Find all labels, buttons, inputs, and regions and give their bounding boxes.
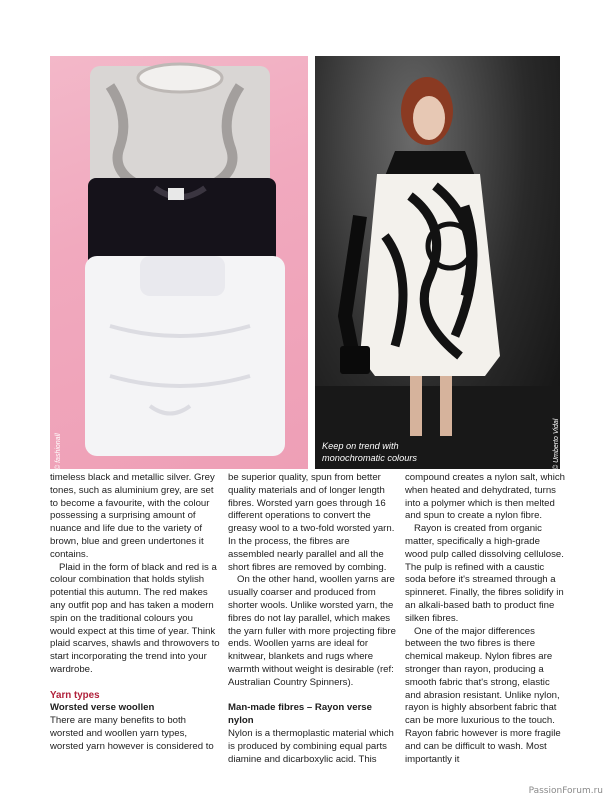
col3-paragraph-1: compound creates a nylon salt, which when heated and dehydrated, turns into a polymer which is then melted and spun to create a nylon fibre. <box>405 472 565 522</box>
text-column-1 <box>50 472 220 754</box>
model-leg-right <box>440 376 452 436</box>
col1-paragraph-1: timeless black and metallic silver. Grey tones, such as aluminium grey, are set to become a favourite, with the colour possessing a surprising amount of nuance and life due to the variety of brown, blue and green undertones it contains. <box>50 472 215 560</box>
col2-paragraph-3: Nylon is a thermoplastic material which is produced by combining equal parts diamine and dicarboxylic acid. This <box>228 727 394 765</box>
runway-illustration <box>315 56 560 469</box>
sweaters-illustration <box>50 56 308 469</box>
col1-paragraph-3: There are many benefits to both worsted and woollen yarn types, worsted yarn however is considered to <box>50 715 214 752</box>
subheading-man-made-label: Man-made fibres – <box>228 702 315 714</box>
runway-photo <box>315 56 560 469</box>
section-heading-yarn-types: Yarn types <box>50 689 100 701</box>
black-sweater-label <box>168 188 184 200</box>
coat-collar <box>385 151 475 176</box>
photo-credit-right: © Umberto Vidal <box>553 418 560 470</box>
site-watermark: PassionForum.ru <box>528 786 603 796</box>
col3-paragraph-2: Rayon is created from organic matter, specifically a high-grade wood pulp called dissolving cellulose. The pulp is refined with a caustic soda before it's streamed through a spinneret. Finally, the fibres solidify in an alkali-based bath to product fine silken fibres. <box>405 523 564 624</box>
col1-paragraph-2: Plaid in the form of black and red is a colour combination that holds stylish potential this autumn. The red makes any outfit pop and has taken a modern spin on the traditional colours you would expect at this time of year. Think plaid scarves, shawls and throwovers to start incorporating the trend into your wardrobe. <box>50 561 220 675</box>
col2-paragraph-2: On the other hand, woollen yarns are usually coarser and produced from shorter wools. Unlike worsted yarn, the fibres do not lay parallel, which makes the yarn fuller with more projecting fibre ends. Woollen yarns are ideal for knitwear, blankets and rugs where warmth without weight is desirable (ref: Australian Country Spinners). <box>228 574 396 688</box>
photo-credit-left: © fashionall <box>55 433 62 470</box>
photo-caption: Keep on trend with monochromatic colours <box>322 441 417 463</box>
grey-sweater-collar <box>138 64 222 92</box>
model-face <box>413 96 445 140</box>
white-sweater-collar <box>140 256 225 296</box>
subheading-rayon-nylon-label: Rayon verse nylon <box>228 702 372 727</box>
subheading-man-made-fibres <box>228 702 398 728</box>
model-leg-left <box>410 376 422 436</box>
sweaters-photo <box>50 56 308 469</box>
col3-paragraph-3: One of the major differences between the two fibres is there chemical makeup. Nylon fibres are stronger than rayon, producing a smooth fabric that's strong, elastic and abrasion resistant. Unlike nylon, rayon is highly absorbent fabric that can be more luxurious to the touch. Rayon fabric however is more fragile and can be difficult to wash. Most importantly it <box>405 625 561 765</box>
model-handbag <box>340 346 370 374</box>
model-glove <box>345 216 360 356</box>
text-column-2 <box>228 472 398 766</box>
text-column-3 <box>405 472 565 766</box>
subheading-worsted-woollen: Worsted verse woollen <box>50 702 155 714</box>
col2-paragraph-1: be superior quality, spun from better quality materials and of longer length fibres. Worsted yarn goes through 16 different operations to convert the greasy wool to a two-fold worsted yarn. In the process, the fibres are assembled nearly parallel and all the short fibres are removed by combing. <box>228 472 395 573</box>
